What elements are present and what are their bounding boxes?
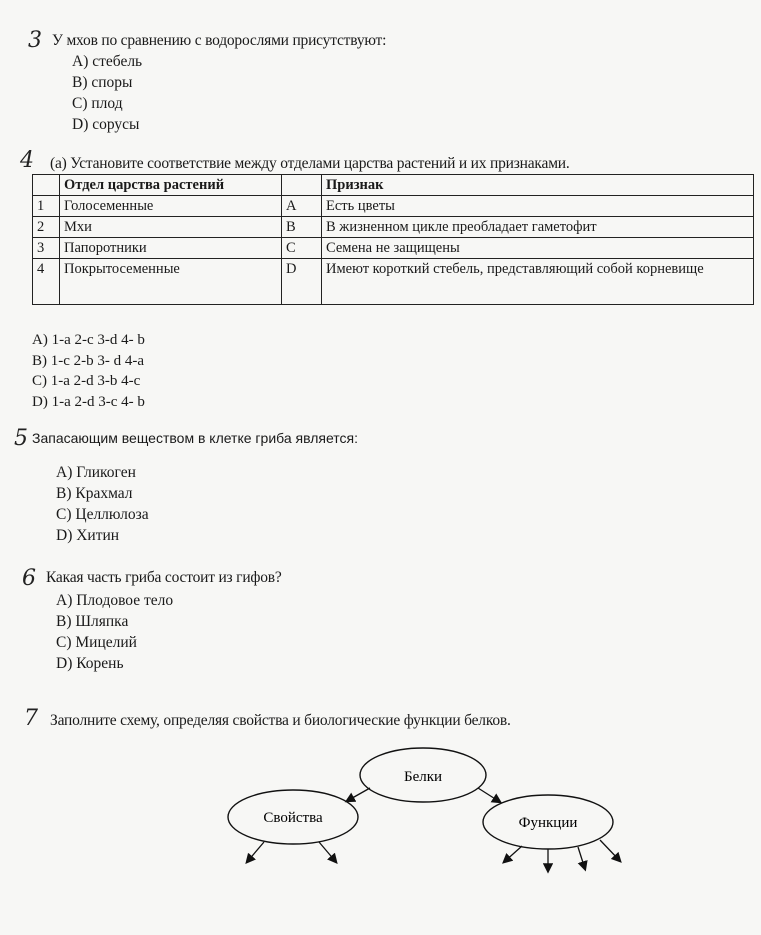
question-6-options <box>56 590 173 674</box>
protein-scheme-diagram <box>0 740 761 935</box>
option: B) Шляпка <box>56 613 129 630</box>
option: С) плод <box>72 95 123 112</box>
arrow <box>247 842 264 862</box>
option: C) Мицелий <box>56 634 137 651</box>
arrow <box>578 847 585 869</box>
row-division: Голосеменные <box>60 196 282 217</box>
header-feature: Признак <box>322 175 754 196</box>
question-7-number: 7 <box>24 706 38 731</box>
option: A) Плодовое тело <box>56 592 174 609</box>
root-label: Белки <box>403 769 443 785</box>
table-row <box>33 217 754 238</box>
question-3-text: У мхов по сравнению с водорослями присутствуют: <box>52 32 387 49</box>
row-feature: Имеют короткий стебель, представляющий собой корневище <box>322 259 754 305</box>
row-letter: D <box>282 259 322 305</box>
row-number: 4 <box>33 259 60 305</box>
row-letter: B <box>282 217 322 238</box>
table-header-row <box>33 175 754 196</box>
answer-option: D) 1-a 2-d 3-c 4- b <box>32 393 145 410</box>
row-letter: C <box>282 238 322 259</box>
option: D) Корень <box>56 655 124 672</box>
row-division: Папоротники <box>60 238 282 259</box>
question-7-text: Заполните схему, определяя свойства и биологические функции белков. <box>50 712 511 729</box>
properties-label: Свойства <box>263 810 323 826</box>
question-3-options <box>72 51 142 135</box>
answer-option: C) 1-a 2-d 3-b 4-c <box>32 373 141 389</box>
question-4-answers <box>32 330 145 412</box>
question-6-number: 6 <box>22 566 36 591</box>
option: D) Хитин <box>56 527 120 544</box>
option: A) Гликоген <box>56 464 136 481</box>
row-division: Мхи <box>60 217 282 238</box>
row-letter: A <box>282 196 322 217</box>
question-4-text: (а) Установите соответствие между отделами царства растений и их признаками. <box>50 155 570 172</box>
question-3-number: 3 <box>28 28 42 53</box>
row-feature: В жизненном цикле преобладает гаметофит <box>322 217 754 238</box>
table-row <box>33 238 754 259</box>
question-4-number: 4 <box>20 148 34 173</box>
option: B) Крахмал <box>56 485 133 502</box>
arrow <box>504 846 522 862</box>
arrow <box>319 842 336 862</box>
option: D) сорусы <box>72 116 140 133</box>
option: C) Целлюлоза <box>56 506 149 523</box>
question-6-text: Какая часть гриба состоит из гифов? <box>46 569 282 586</box>
table-row <box>33 196 754 217</box>
row-division: Покрытосеменные <box>60 259 282 305</box>
arrow <box>478 788 500 802</box>
matching-table <box>32 174 754 305</box>
row-number: 2 <box>33 217 60 238</box>
header-division: Отдел царства растений <box>60 175 282 196</box>
answer-option: B) 1-c 2-b 3- d 4-a <box>32 352 145 369</box>
row-feature: Есть цветы <box>322 196 754 217</box>
row-number: 1 <box>33 196 60 217</box>
table-row <box>33 259 754 305</box>
question-5-options <box>56 462 149 546</box>
arrow <box>347 788 370 801</box>
row-feature: Семена не защищены <box>322 238 754 259</box>
question-5-text: Запасающим веществом в клетке гриба является: <box>32 430 359 446</box>
functions-label: Функции <box>518 815 578 831</box>
question-5-number: 5 <box>14 426 28 451</box>
option: А) стебель <box>72 53 143 70</box>
arrow <box>600 840 620 861</box>
option: В) споры <box>72 74 133 91</box>
answer-option: A) 1-a 2-c 3-d 4- b <box>32 332 145 348</box>
row-number: 3 <box>33 238 60 259</box>
